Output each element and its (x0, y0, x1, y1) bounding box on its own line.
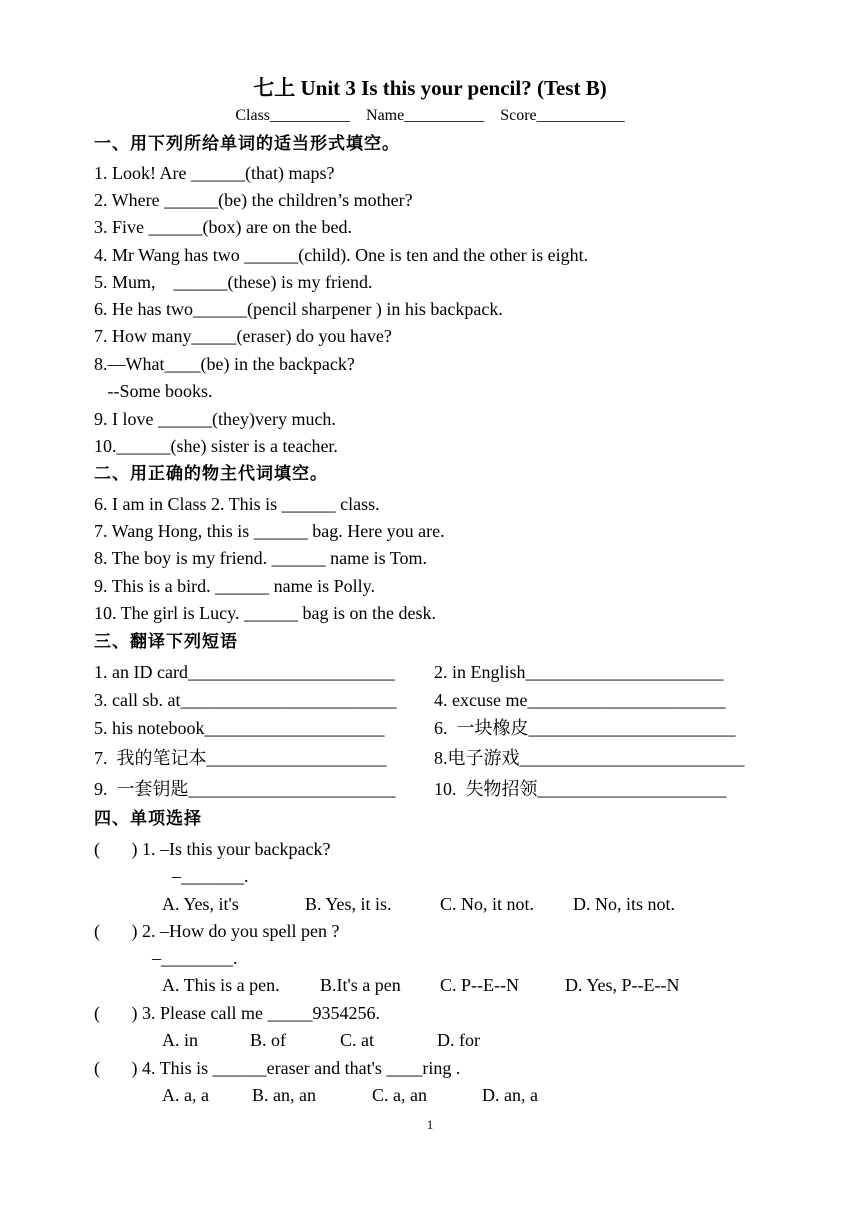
q2-option-d: D. Yes, P--E--N (565, 975, 680, 995)
s1-item-8: 8.—What____(be) in the backpack? (94, 354, 355, 374)
s3-phrase-7: 7. 我的笔记本____________________ (94, 748, 387, 768)
section2-heading: 二、用正确的物主代词填空。 (94, 464, 328, 484)
q3-stem: ( ) 3. Please call me _____9354256. (94, 1003, 380, 1023)
q2-option-a: A. This is a pen. (162, 975, 280, 995)
q1-option-b: B. Yes, it is. (305, 894, 392, 914)
q4-option-c: C. a, an (372, 1085, 427, 1105)
q4-option-d: D. an, a (482, 1085, 538, 1105)
s3-phrase-9: 9. 一套钥匙_______________________ (94, 779, 396, 799)
q1-option-d: D. No, its not. (573, 894, 676, 914)
s3-phrase-3: 3. call sb. at________________________ (94, 690, 397, 710)
page-number: 1 (426, 1117, 434, 1132)
q1-stem: ( ) 1. –Is this your backpack? (94, 839, 331, 859)
s3-phrase-5: 5. his notebook____________________ (94, 718, 385, 738)
section1-heading: 一、用下列所给单词的适当形式填空。 (94, 134, 400, 154)
s3-phrase-1: 1. an ID card_______________________ (94, 662, 395, 682)
s1-item-1: 1. Look! Are ______(that) maps? (94, 163, 335, 183)
s3-phrase-4: 4. excuse me______________________ (434, 690, 726, 710)
s3-phrase-10: 10. 失物招领_____________________ (434, 779, 727, 799)
section3-heading: 三、翻译下列短语 (94, 632, 238, 652)
q1-option-c: C. No, it not. (440, 894, 535, 914)
s1-item-5: 5. Mum, ______(these) is my friend. (94, 272, 373, 292)
q2-stem: ( ) 2. –How do you spell pen ? (94, 921, 340, 941)
s2-item-6: 6. I am in Class 2. This is ______ class. (94, 494, 380, 514)
s2-item-9: 9. This is a bird. ______ name is Polly. (94, 576, 375, 596)
s1-item-2: 2. Where ______(be) the children’s mother? (94, 190, 413, 210)
s1-item-4: 4. Mr Wang has two ______(child). One is ten and the other is eight. (94, 245, 589, 265)
page-title: 七上 Unit 3 Is this your pencil? (Test B) (253, 76, 607, 100)
q3-option-c: C. at (340, 1030, 374, 1050)
s2-item-10: 10. The girl is Lucy. ______ bag is on the desk. (94, 603, 436, 623)
q1-option-a: A. Yes, it's (162, 894, 239, 914)
s3-phrase-2: 2. in English______________________ (434, 662, 724, 682)
q4-option-b: B. an, an (252, 1085, 316, 1105)
q2-option-b: B.It's a pen (320, 975, 401, 995)
s3-phrase-8: 8.电子游戏_________________________ (434, 748, 745, 768)
s2-item-8: 8. The boy is my friend. ______ name is Tom. (94, 548, 428, 568)
q3-option-d: D. for (437, 1030, 480, 1050)
q3-option-b: B. of (250, 1030, 286, 1050)
q4-stem: ( ) 4. This is ______eraser and that's ____ring . (94, 1058, 461, 1078)
q3-option-a: A. in (162, 1030, 198, 1050)
q4-option-a: A. a, a (162, 1085, 209, 1105)
q1-reply: –_______. (172, 866, 249, 886)
s1-item-9: 9. I love ______(they)very much. (94, 409, 336, 429)
q2-reply: –________. (152, 948, 238, 968)
student-info-line: Class__________ Name__________ Score___________ (235, 107, 625, 124)
s1-item-6: 6. He has two______(pencil sharpener ) in his backpack. (94, 299, 503, 319)
s1-item-10: 10.______(she) sister is a teacher. (94, 436, 338, 456)
s3-phrase-6: 6. 一块橡皮_______________________ (434, 718, 736, 738)
s1-item-7: 7. How many_____(eraser) do you have? (94, 326, 392, 346)
s1-item-3: 3. Five ______(box) are on the bed. (94, 217, 352, 237)
s1-item-8-answer: --Some books. (94, 381, 213, 401)
section4-heading: 四、单项选择 (94, 809, 202, 829)
q2-option-c: C. P--E--N (440, 975, 519, 995)
s2-item-7: 7. Wang Hong, this is ______ bag. Here you are. (94, 521, 445, 541)
